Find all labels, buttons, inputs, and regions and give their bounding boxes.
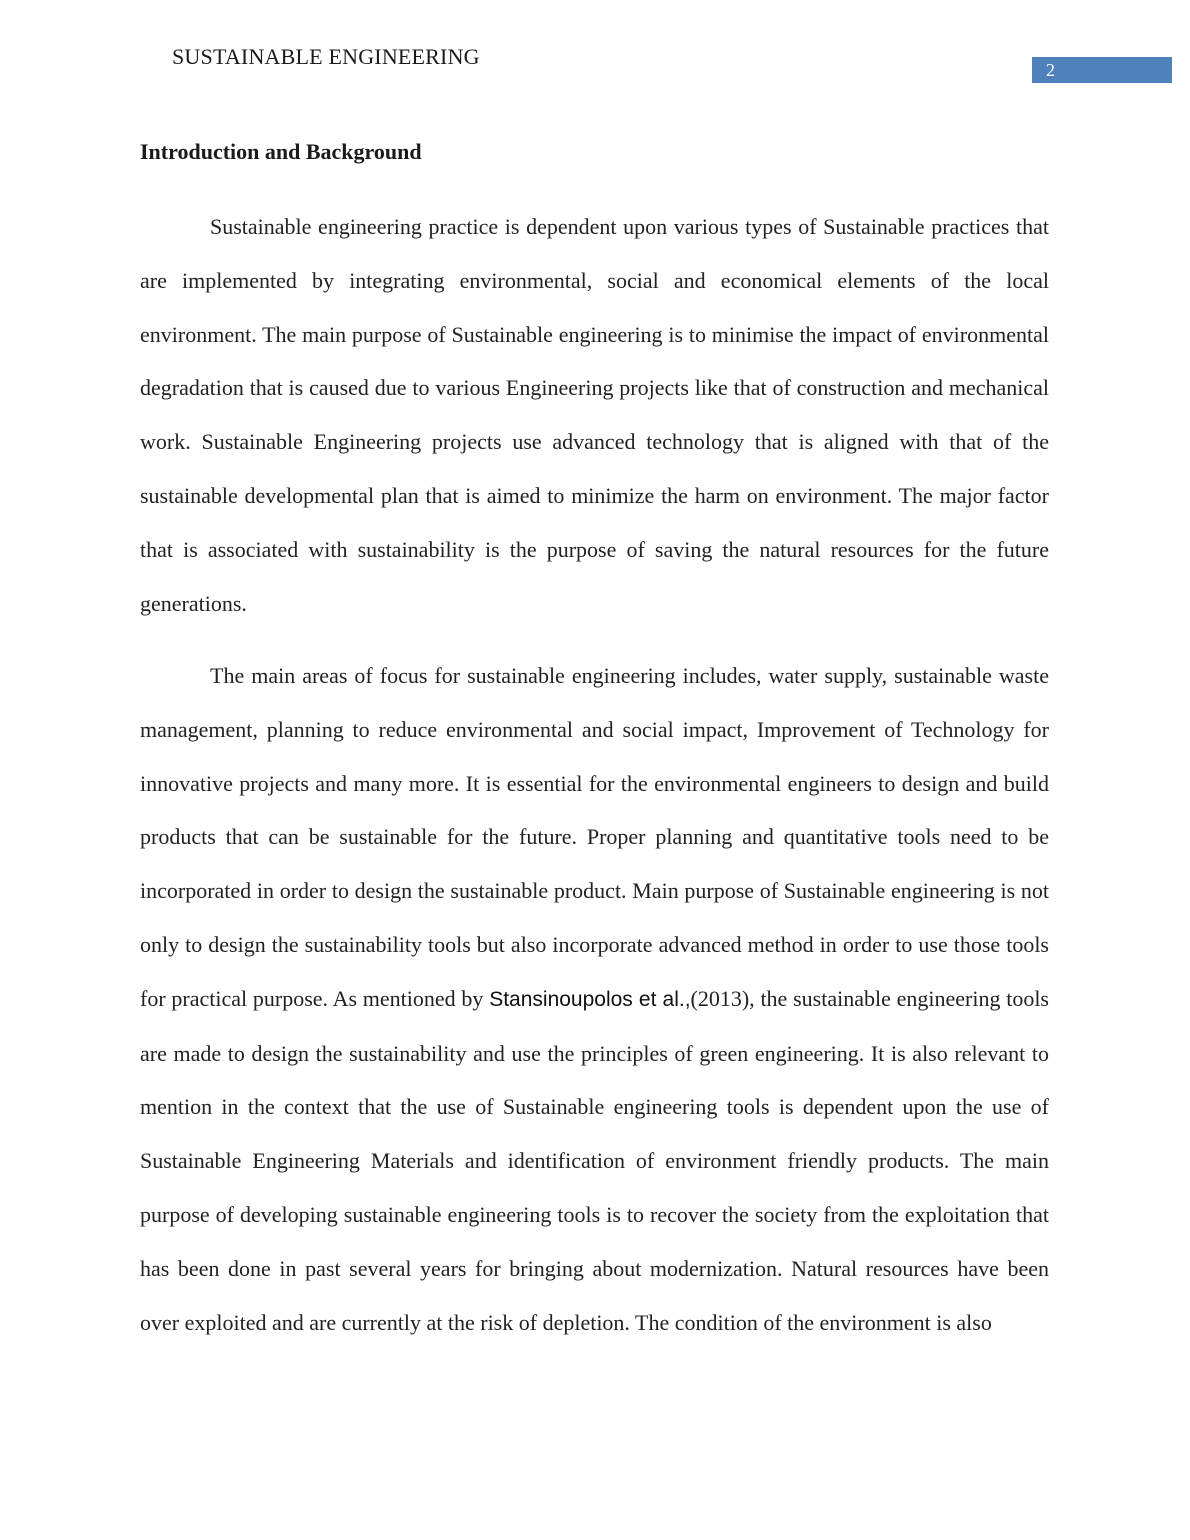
paragraph-1: Sustainable engineering practice is dependent upon various types of Sustainable practices that are implemented by integrating environmental, social and economical elements of the local environment. The main purpose of Sustainable engineering is to minimise the impact of environmental degradation that is caused due to various Engineering projects like that of construction and mechanical work. Sustainable Engineering projects use advanced technology that is aligned with that of the sustainable developmental plan that is aimed to minimize the harm on environment. The major factor that is associated with sustainability is the purpose of saving the natural resources for the future generations.	[140, 214, 1049, 616]
citation-author: Stansinoupolos et al.,	[489, 987, 691, 1011]
paragraph-2	[140, 649, 1049, 1349]
page-number-badge: 2	[1032, 57, 1172, 83]
paragraph-2-text-start: The main areas of focus for sustainable engineering includes, water supply, sustainable waste management, planning to reduce environmental and social impact, Improvement of Technology for innovative projects and many more. It is essential for the environmental engineers to design and build products that can be sustainable for the future. Proper planning and quantitative tools need to be incorporated in order to design the sustainable product. Main purpose of Sustainable engineering is not only to design the sustainability tools but also incorporate advanced method in order to use those tools for practical purpose. As mentioned by	[140, 663, 1049, 1011]
running-head: SUSTAINABLE ENGINEERING	[172, 44, 480, 69]
paragraph-2-text-end: (2013), the sustainable engineering tools are made to design the sustainability and use the principles of green engineering. It is also relevant to mention in the context that the use of Sustainable engineering tools is dependent upon the use of Sustainable Engineering Materials and identification of environment friendly products. The main purpose of developing sustainable engineering tools is to recover the society from the exploitation that has been done in past several years for bringing about modernization. Natural resources have been over exploited and are currently at the risk of depletion. The condition of the environment is also	[140, 985, 1049, 1335]
section-heading: Introduction and Background	[140, 139, 422, 164]
